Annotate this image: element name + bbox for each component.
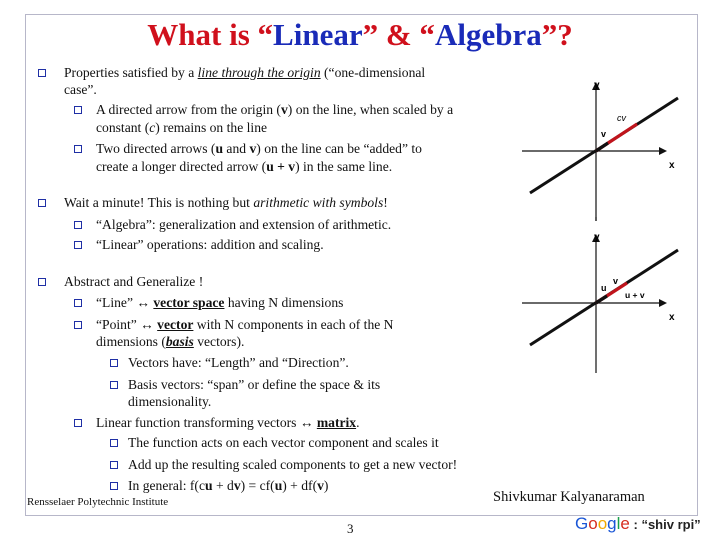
bullet-square [74,321,82,329]
text: ) in the same line. [295,159,393,174]
text: Properties satisfied by a [64,65,198,80]
vector-v-label: v [613,276,619,286]
bullet-text: “Linear” operations: addition and scaling. [96,237,324,252]
google-logo-letter: o [597,514,608,533]
vector-u-label: u [601,283,607,293]
bullet-text [64,194,388,212]
vector-v-label: v [601,129,607,139]
text: “Point” ↔ [96,317,158,332]
page-number: 3 [347,521,354,536]
bullet-text [96,316,394,334]
text: v [280,102,288,117]
bullet-text [96,119,267,137]
title-part: ” & “ [362,17,435,52]
y-axis-label: y [594,80,600,91]
bullet-square [74,145,82,153]
text: ) on the line, when scaled by a [287,102,454,117]
text: ! [383,195,388,210]
vector-addition-diagram [515,228,690,378]
x-axis-label: x [669,312,675,323]
text: ) [323,478,329,493]
institute-name: Rensselaer Polytechnic Institute [27,496,169,508]
title-part: Algebra [434,17,542,52]
bullet-square [110,359,118,367]
bullet-square [110,461,118,469]
text: ) remains on the line [155,120,268,135]
bullet-text: Basis vectors: “span” or define the space & its [128,377,381,392]
google-logo-letter: g [607,514,617,533]
text: u [204,478,213,493]
bullet-text: dimensionality. [128,394,212,409]
text: u [215,141,224,156]
bullet-square [74,221,82,229]
text: (“one-dimensional [320,65,426,80]
text: Wait a minute! This is nothing but [64,195,254,210]
bullet-text [64,64,425,82]
google-logo-letter: o [588,514,598,533]
bullet-text [96,101,453,119]
title-part: What is “ [147,17,274,52]
text: v [317,478,324,493]
bullet-text: case”. [64,82,97,97]
text: line through the origin [197,65,321,80]
text: A directed arrow from the origin ( [96,102,281,117]
text: create a longer directed arrow ( [96,159,267,174]
bullet-square [74,299,82,307]
bullet-square [38,199,46,207]
bullet-text [128,477,328,495]
vector-cv-label: cv [617,113,626,123]
bullet-text [96,140,422,158]
text: ) on the line can be “added” to [256,141,422,156]
google-search-watermark [575,514,701,534]
text: . [356,415,360,430]
text: constant ( [96,120,150,135]
text: arithmetic with symbols [253,195,384,210]
text: vector space [153,295,225,310]
text: matrix [316,415,357,430]
bullet-text: Add up the resulting scaled components to get a new vector! [128,457,458,472]
bullet-text [96,333,244,351]
text: basis [165,334,194,349]
text: having N dimensions [224,295,344,310]
text: u + v [266,159,296,174]
text: c [149,120,156,135]
title-part: Linear [273,17,363,52]
bullet-text [96,294,343,312]
y-axis-label: y [594,232,600,243]
bullet-square [74,419,82,427]
bullet-square [38,69,46,77]
bullet-square [38,278,46,286]
text: vectors). [193,334,245,349]
text: dimensions ( [96,334,166,349]
bullet-text: Abstract and Generalize ! [64,274,204,289]
text: Two directed arrows ( [96,141,216,156]
google-logo-letter: l [616,514,621,533]
text: with N components in each of the N [193,317,394,332]
bullet-square [110,482,118,490]
google-logo-letter: e [620,514,630,533]
vector-u [596,296,607,303]
bullet-square [74,106,82,114]
bullet-square [110,381,118,389]
bullet-text [96,414,360,432]
text: ) + df( [282,478,318,493]
text: vector [157,317,194,332]
vector-v [596,143,608,151]
bullet-square [74,241,82,249]
text: v [233,478,241,493]
text: Linear function transforming vectors ↔ [96,415,317,430]
author-name: Shivkumar Kalyanaraman [493,489,645,505]
slide-title [0,18,720,52]
bullet-text: The function acts on each vector component and scales it [128,435,439,450]
x-axis-label: x [669,160,675,171]
title-part: ”? [541,17,573,52]
text: u [274,478,283,493]
bullet-text: Vectors have: “Length” and “Direction”. [128,355,349,370]
google-query-text: : “shiv rpi” [629,517,701,532]
text: + d [212,478,234,493]
vector-sum-label: u + v [625,290,645,300]
google-logo-letter: G [575,514,589,533]
text: v [249,141,257,156]
bullet-text [96,158,392,176]
text: “Line” ↔ [96,295,154,310]
text: In general: f(c [128,478,205,493]
scaled-vector-diagram [515,76,690,226]
text: ) = cf( [240,478,275,493]
text: and [223,141,250,156]
bullet-text: “Algebra”: generalization and extension of arithmetic. [96,217,392,232]
bullet-square [110,439,118,447]
